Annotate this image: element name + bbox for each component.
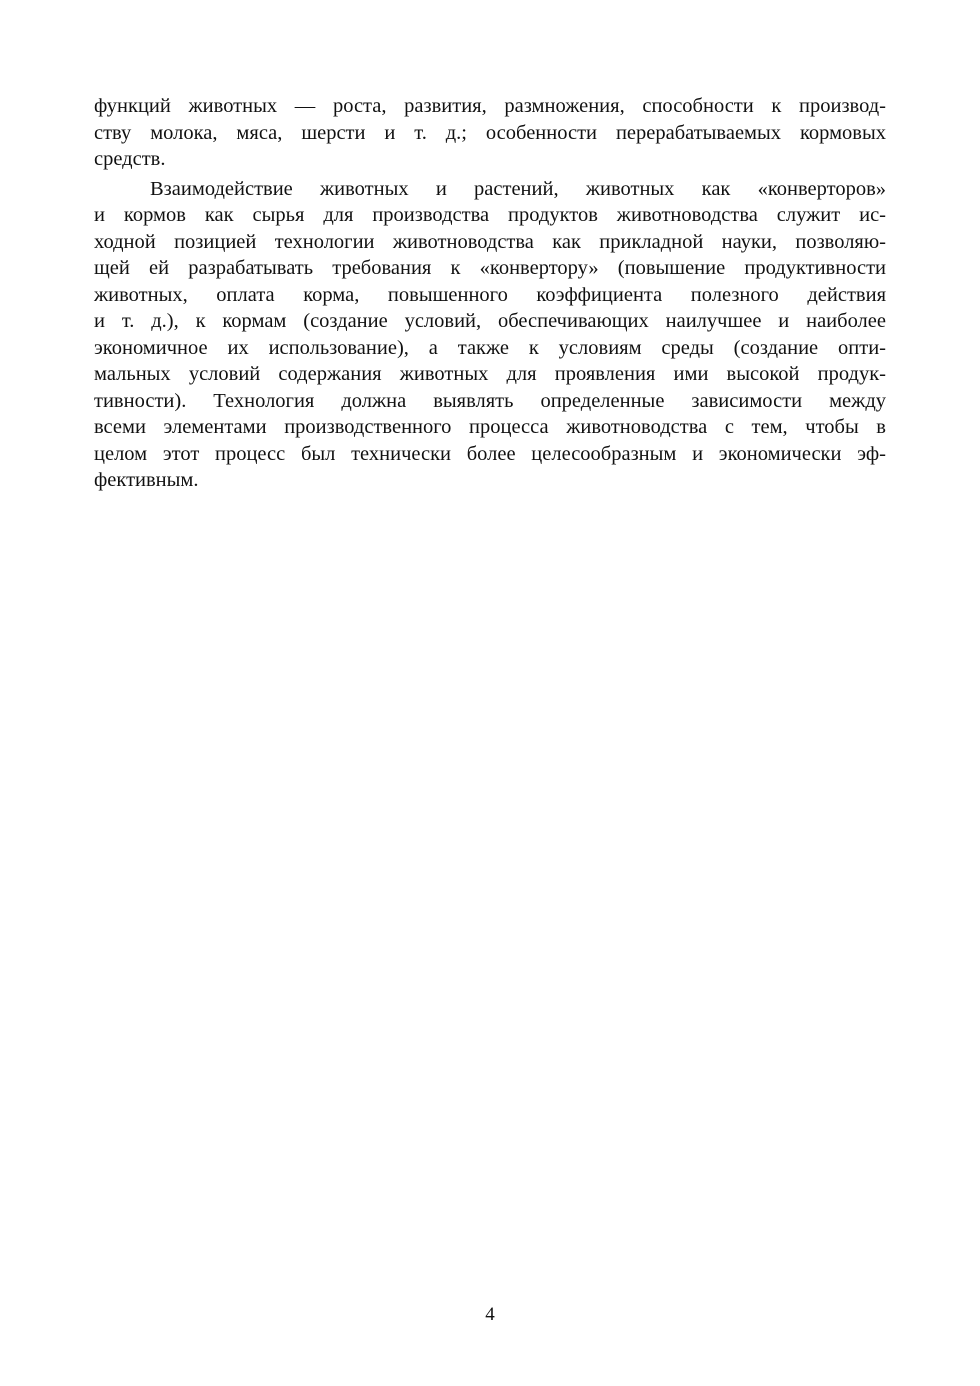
text-line: и т. д.), к кормам (создание условий, обеспечивающих наилучшее и наиболее (94, 310, 886, 332)
text-line: ству молока, мяса, шерсти и т. д.; особенности перерабатываемых кормовых (94, 121, 886, 144)
text-line: всеми элементами производственного процесса животноводства с тем, чтобы в (94, 416, 886, 438)
text-line: средств. (94, 148, 166, 170)
text-line: и кормов как сырья для производства продуктов животноводства служит ис- (94, 204, 886, 226)
text-line: животных, оплата корма, повышенного коэффициента полезного действия (94, 283, 886, 306)
text-line: ходной позицией технологии животноводства как прикладной науки, позволяю- (94, 230, 886, 253)
text-line: тивности). Технология должна выявлять определенные зависимости между (94, 389, 886, 412)
text-line: целом этот процесс был технически более целесообразным и экономически эф- (94, 442, 886, 465)
paragraph-2 (94, 176, 886, 494)
text-line: функций животных — роста, развития, размножения, способности к производ- (94, 95, 886, 117)
text-line: щей ей разрабатывать требования к «конвертору» (повышение продуктивности (94, 257, 886, 279)
text-line: мальных условий содержания животных для проявления ими высокой продук- (94, 363, 886, 385)
page-number: 4 (485, 1304, 495, 1325)
paragraph-1 (94, 93, 886, 173)
text-line: экономичное их использование), а также к условиям среды (создание опти- (94, 336, 886, 359)
text-line: Взаимодействие животных и растений, животных как «конверторов» (150, 177, 886, 200)
text-line: фективным. (94, 469, 199, 491)
body-text (94, 93, 886, 494)
